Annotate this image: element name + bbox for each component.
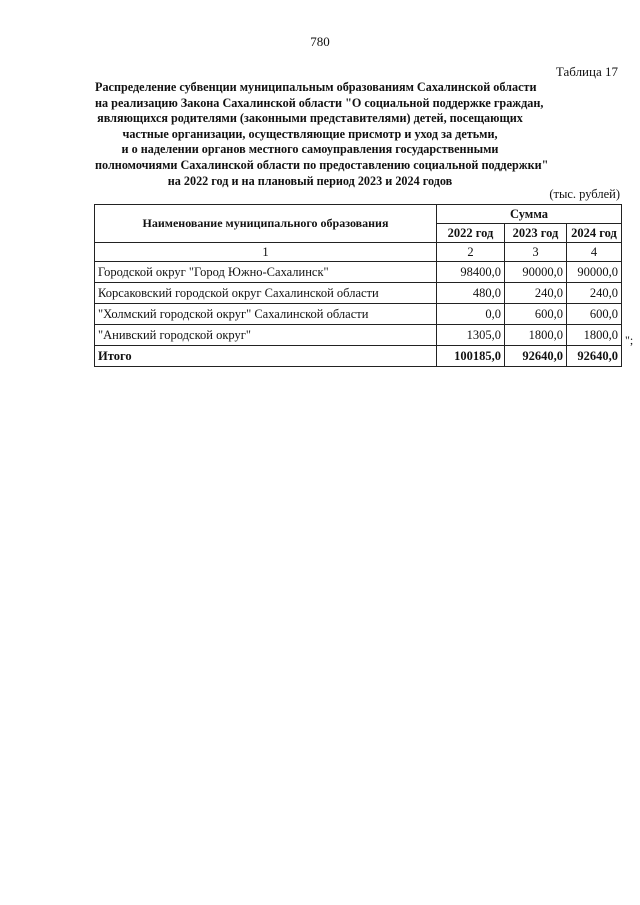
title-line: и о наделении органов местного самоуправления государственными: [121, 142, 499, 157]
municipality-name: Корсаковский городской округ Сахалинской области: [95, 283, 437, 304]
table-row: [95, 262, 622, 283]
table-row: [95, 325, 622, 346]
municipality-name: "Анивский городской округ": [95, 325, 437, 346]
title-line: полномочиями Сахалинской области по предоставлению социальной поддержки": [95, 157, 549, 172]
header-sum: Сумма: [437, 205, 622, 224]
header-year-2024: 2024 год: [567, 224, 622, 243]
total-row: [95, 346, 622, 367]
title-line: являющихся родителями (законными представителями) детей, посещающих: [97, 111, 523, 126]
amount-2023: 240,0: [505, 283, 567, 304]
page-number: 780: [310, 34, 330, 49]
municipality-name: "Холмский городской округ" Сахалинской области: [95, 304, 437, 325]
amount-2023: 1800,0: [505, 325, 567, 346]
total-2022: 100185,0: [437, 346, 505, 367]
total-label: Итого: [95, 346, 437, 367]
table-label: Таблица 17: [555, 64, 618, 79]
col-number: 4: [567, 243, 622, 262]
header-name: Наименование муниципального образования: [95, 205, 437, 243]
amount-2023: 90000,0: [505, 262, 567, 283]
title-line: на реализацию Закона Сахалинской области "О социальной поддержке граждан,: [95, 95, 544, 110]
amount-2022: 480,0: [437, 283, 505, 304]
title-line: Распределение субвенции муниципальным образованиям Сахалинской области: [95, 80, 537, 94]
amount-2022: 98400,0: [437, 262, 505, 283]
title-line: частные организации, осуществляющие присмотр и уход за детьми,: [122, 126, 498, 141]
header-year-2022: 2022 год: [437, 224, 505, 243]
amount-2024: 90000,0: [567, 262, 622, 283]
document-title: [95, 80, 549, 189]
total-2024: 92640,0: [567, 346, 622, 367]
header-year-2023: 2023 год: [505, 224, 567, 243]
col-number: 1: [95, 243, 437, 262]
subvention-table: [94, 204, 622, 367]
table-row: [95, 283, 622, 304]
col-number: 2: [437, 243, 505, 262]
amount-2022: 0,0: [437, 304, 505, 325]
units-label: (тыс. рублей): [549, 187, 620, 201]
amount-2024: 240,0: [567, 283, 622, 304]
closing-quote-mark: ";: [625, 333, 634, 347]
amount-2022: 1305,0: [437, 325, 505, 346]
col-number: 3: [505, 243, 567, 262]
amount-2023: 600,0: [505, 304, 567, 325]
total-2023: 92640,0: [505, 346, 567, 367]
amount-2024: 1800,0: [567, 325, 622, 346]
table-row: [95, 304, 622, 325]
title-line: на 2022 год и на плановый период 2023 и 2024 годов: [167, 173, 453, 188]
municipality-name: Городской округ "Город Южно-Сахалинск": [95, 262, 437, 283]
amount-2024: 600,0: [567, 304, 622, 325]
